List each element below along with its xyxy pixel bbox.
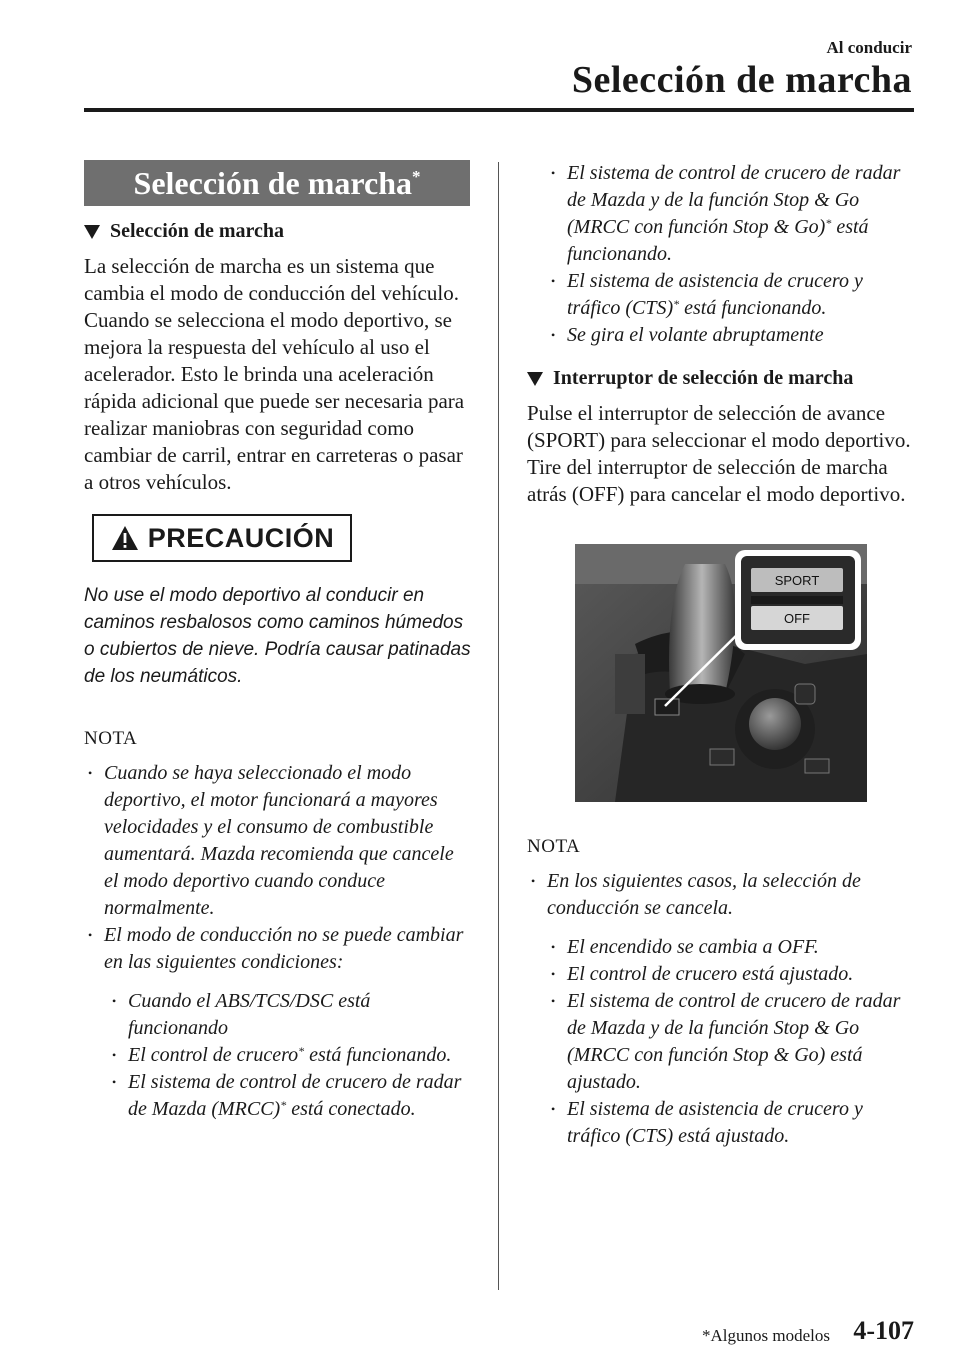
section-banner: [84, 160, 470, 206]
condition-text: está funcionando.: [679, 297, 827, 319]
warning-triangle-icon: [110, 524, 140, 552]
condition-text: El sistema de asistencia de crucero y tráfico (CTS): [567, 270, 863, 319]
caution-label: PRECAUCIÓN: [147, 522, 335, 553]
section-name: Al conducir: [826, 38, 912, 57]
caution-text: No use el modo deportivo al conducir en caminos resbalosos como caminos húmedos o cubiertos de nieve. Podría causar patinadas de los neumáticos.: [84, 585, 471, 687]
note-item: • En los siguientes casos, la selección de conducción se cancela.: [527, 868, 917, 922]
case-item: • El sistema de asistencia de crucero y tráfico (CTS) está ajustado.: [547, 1096, 917, 1150]
asterisk: *: [825, 216, 832, 230]
banner-asterisk: *: [411, 167, 421, 186]
banner-title: Selección de marcha: [133, 165, 412, 201]
condition-text: El sistema de control de crucero de radar de Mazda (MRCC): [128, 1071, 462, 1120]
column-divider: [498, 162, 499, 1290]
asterisk: *: [280, 1098, 287, 1112]
note-list: [84, 760, 472, 976]
condition-item: [547, 322, 917, 349]
note-label: NOTA: [84, 728, 138, 749]
condition-list-continued: [547, 160, 917, 349]
page-title: Selección de marcha: [571, 59, 912, 101]
asterisk: *: [673, 297, 680, 311]
subheading-text: Interruptor de selección de marcha: [553, 367, 854, 389]
case-item: • El sistema de control de crucero de radar de Mazda y de la función Stop & Go (MRCC con función Stop & Go) está ajustado.: [547, 988, 917, 1096]
condition-item: [547, 268, 917, 322]
condition-list: [108, 988, 472, 1123]
condition-item: [108, 1042, 472, 1069]
asterisk: *: [298, 1044, 305, 1058]
subheading-gear-selection: [84, 220, 472, 243]
footnote: *Algunos modelos: [702, 1326, 830, 1345]
note-list-right: [527, 868, 917, 922]
condition-text: está funcionando.: [567, 216, 869, 265]
case-item: • El encendido se cambia a OFF.: [547, 934, 917, 961]
sport-button-label: SPORT: [774, 573, 820, 588]
condition-item: [108, 988, 472, 1042]
header-rule: [84, 108, 914, 112]
switch-paragraph-1: Pulse el interruptor de selección de avance (SPORT) para seleccionar el modo deportivo.: [527, 401, 911, 452]
condition-item: [547, 160, 917, 268]
page-number: 4-107: [853, 1316, 914, 1345]
note-item: • El modo de conducción no se puede cambiar en las siguientes condiciones:: [84, 922, 472, 976]
caution-box: [92, 514, 352, 562]
case-item: • El control de crucero está ajustado.: [547, 961, 917, 988]
condition-text: está funcionando.: [304, 1044, 452, 1066]
condition-text: El control de crucero: [128, 1044, 299, 1066]
triangle-bullet-icon: [84, 225, 100, 239]
case-list: [547, 934, 917, 1150]
left-column: [84, 160, 472, 1123]
triangle-bullet-icon: [527, 372, 543, 386]
shift-console-photo: [575, 544, 867, 802]
condition-text: El sistema de control de crucero de radar de Mazda y de la función Stop & Go (MRCC con función Stop & Go): [567, 162, 901, 238]
off-button-label: OFF: [784, 611, 810, 626]
note-item: • Cuando se haya seleccionado el modo deportivo, el motor funcionará a mayores velocidades y el consumo de combustible aumentará. Mazda recomienda que cancele el modo deportivo cuando conduce normalmente.: [84, 760, 472, 922]
console-illustration: [575, 544, 867, 802]
condition-text: Se gira el volante abruptamente: [567, 324, 824, 346]
condition-text: Cuando el ABS/TCS/DSC está funcionando: [128, 990, 371, 1039]
subheading-selector-switch: [527, 367, 917, 390]
condition-text: está conectado.: [286, 1098, 416, 1120]
subheading-text: Selección de marcha: [110, 220, 285, 242]
intro-paragraph: La selección de marcha es un sistema que cambia el modo de conducción del vehículo. Cuando se selecciona el modo deportivo, se mejora la respuesta del vehículo al uso el acelerador. Esto le brinda una aceleración rápida adicional que puede ser necesaria para realizar maniobras con seguridad como cambiar de carril, entrar en carreteras o pasar a otros vehículos.: [84, 254, 465, 494]
right-column: [527, 160, 917, 1150]
note-label: NOTA: [527, 836, 581, 857]
switch-paragraph-2: Tire del interruptor de selección de marcha atrás (OFF) para cancelar el modo deportivo.: [527, 455, 906, 506]
condition-item: [108, 1069, 472, 1123]
